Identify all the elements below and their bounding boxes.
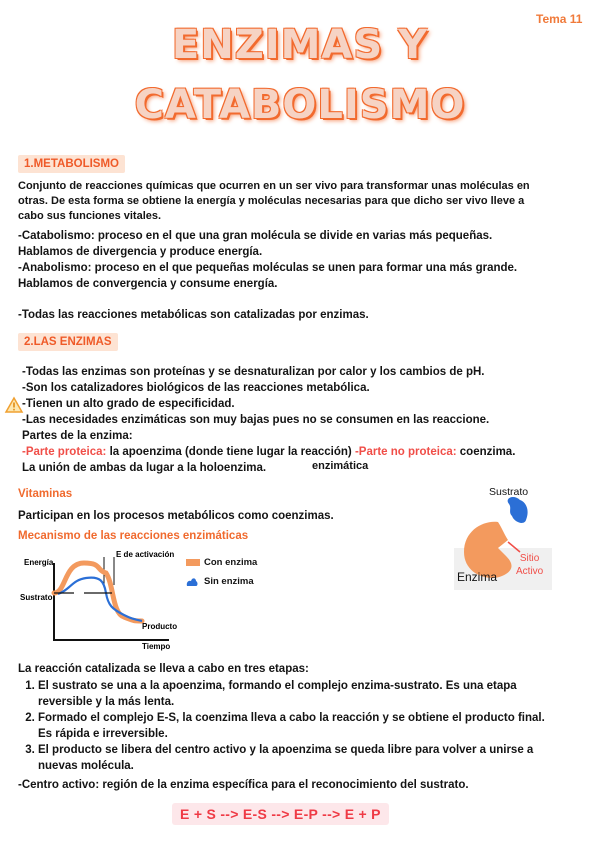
catabolismo-line-2: Hablamos de divergencia y produce energía. (18, 246, 263, 258)
etapa-1-line-2: reversible y la más lenta. (38, 696, 175, 708)
anabolismo-line-1: -Anabolismo: proceso en el que pequeñas moléculas se unen para formar una más grande. (18, 262, 518, 274)
legend-blob-icon (185, 576, 199, 588)
graph-substrate-label: Sustrato (20, 593, 53, 602)
enzimas-line-2: -Son los catalizadores biológicos de las reacciones metabólica. (22, 382, 370, 394)
enzimatica-note: enzimática (312, 460, 369, 472)
enzimas-list (22, 364, 515, 476)
graph-y-label: Energía (24, 558, 54, 567)
parte-proteica-label: -Parte proteica: (22, 446, 107, 458)
enzimas-line-1: -Todas las enzimas son proteínas y se desnaturalizan por calor y los cambios de pH. (22, 366, 485, 378)
mecanismo-heading: Mecanismo de las reacciones enzimáticas (18, 530, 249, 542)
vitaminas-text: Participan en los procesos metabólicos como coenzimas. (18, 510, 334, 522)
legend-without-enzyme: Sin enzima (204, 576, 254, 587)
warning-icon (4, 396, 24, 414)
etapa-item (38, 678, 545, 710)
intro-line-3: cabo sus funciones vitales. (18, 210, 162, 222)
parte-proteica-text: la apoenzima (donde tiene lugar la reacción) (109, 446, 352, 458)
etapa-1-line-1: 1. El sustrato se una a la apoenzima, formando el complejo enzima-sustrato. Es una etapa (38, 680, 517, 692)
centro-activo-text: -Centro activo: región de la enzima específica para el reconocimiento del sustrato. (18, 779, 469, 791)
substrate-shape (508, 497, 528, 523)
etapas-intro: La reacción catalizada se lleva a cabo en tres etapas: (18, 663, 309, 675)
vitaminas-heading: Vitaminas (18, 488, 73, 500)
etapa-2-line-2: Es rápida e irreversible. (38, 728, 168, 740)
etapa-item (38, 710, 545, 742)
parte-no-proteica-label: -Parte no proteica: (354, 446, 457, 458)
graph-x-label: Tiempo (142, 642, 171, 651)
legend-swatch-with-enzyme (186, 559, 200, 566)
enzimas-line-3: -Tienen un alto grado de especificidad. (22, 398, 235, 410)
anabolismo-line-2: Hablamos de convergencia y consume energía. (18, 278, 278, 290)
enzyme-diagram (454, 482, 554, 590)
enzyme-diagram-substrate-label: Sustrato (489, 486, 529, 498)
graph-product-label: Producto (142, 622, 178, 631)
intro-line-2: otras. De esta forma se obtiene la energía y moléculas necesarias para que dicho ser vivo lleve a (18, 195, 525, 207)
section-heading-metabolismo: 1.METABOLISMO (18, 155, 125, 173)
catabolismo-line-1: -Catabolismo: proceso en el que una gran molécula se divide en varias más pequeñas. (18, 230, 493, 242)
enzimas-line-5: Partes de la enzima: (22, 430, 133, 442)
graph-activation-label: E de activación (116, 550, 175, 559)
curve-without-enzyme (58, 578, 142, 621)
enzyme-diagram-enzyme-label: Enzima (457, 570, 498, 584)
legend-with-enzyme: Con enzima (204, 557, 258, 568)
etapa-3-line-1: 3. El producto se libera del centro activo y la apoenzima se queda libre para volver a unirse a (38, 744, 534, 756)
intro-line-1: Conjunto de reacciones químicas que ocurren en un ser vivo para transformar unas moléculas en (18, 180, 530, 192)
enzimas-line-4: -Las necesidades enzimáticas son muy bajas pues no se consumen en las reaccione. (22, 414, 490, 426)
site-label-line-2: Activo (516, 566, 544, 577)
energy-graph (14, 545, 194, 655)
parte-no-proteica-text: coenzima. (459, 446, 516, 458)
site-label-line-1: Sitio (519, 553, 540, 564)
title-line-1: ENZIMAS Y (171, 22, 429, 68)
etapa-3-line-2: nuevas molécula. (38, 760, 134, 772)
curve-with-enzyme (54, 563, 142, 621)
catabolismo-text (18, 228, 517, 292)
metabolismo-intro (18, 179, 530, 224)
reaction-formula: E + S --> E-S --> E-P --> E + P (172, 803, 389, 825)
section-heading-enzimas: 2.LAS ENZIMAS (18, 333, 118, 351)
etapas-list (4, 678, 545, 774)
topic-label: Tema 11 (536, 12, 583, 26)
partes-line (22, 444, 515, 460)
enzimas-line-7: La unión de ambas da lugar a la holoenzima. (22, 462, 267, 474)
title-line-2: CATABOLISMO (134, 82, 466, 128)
enzyme-diagram-site-label (516, 552, 543, 578)
all-reactions-text: -Todas las reacciones metabólicas son catalizadas por enzimas. (18, 309, 369, 321)
etapa-2-line-1: 2. Formado el complejo E-S, la coenzima lleva a cabo la reacción y se obtiene el producto final. (38, 712, 545, 724)
etapa-item (38, 742, 545, 774)
